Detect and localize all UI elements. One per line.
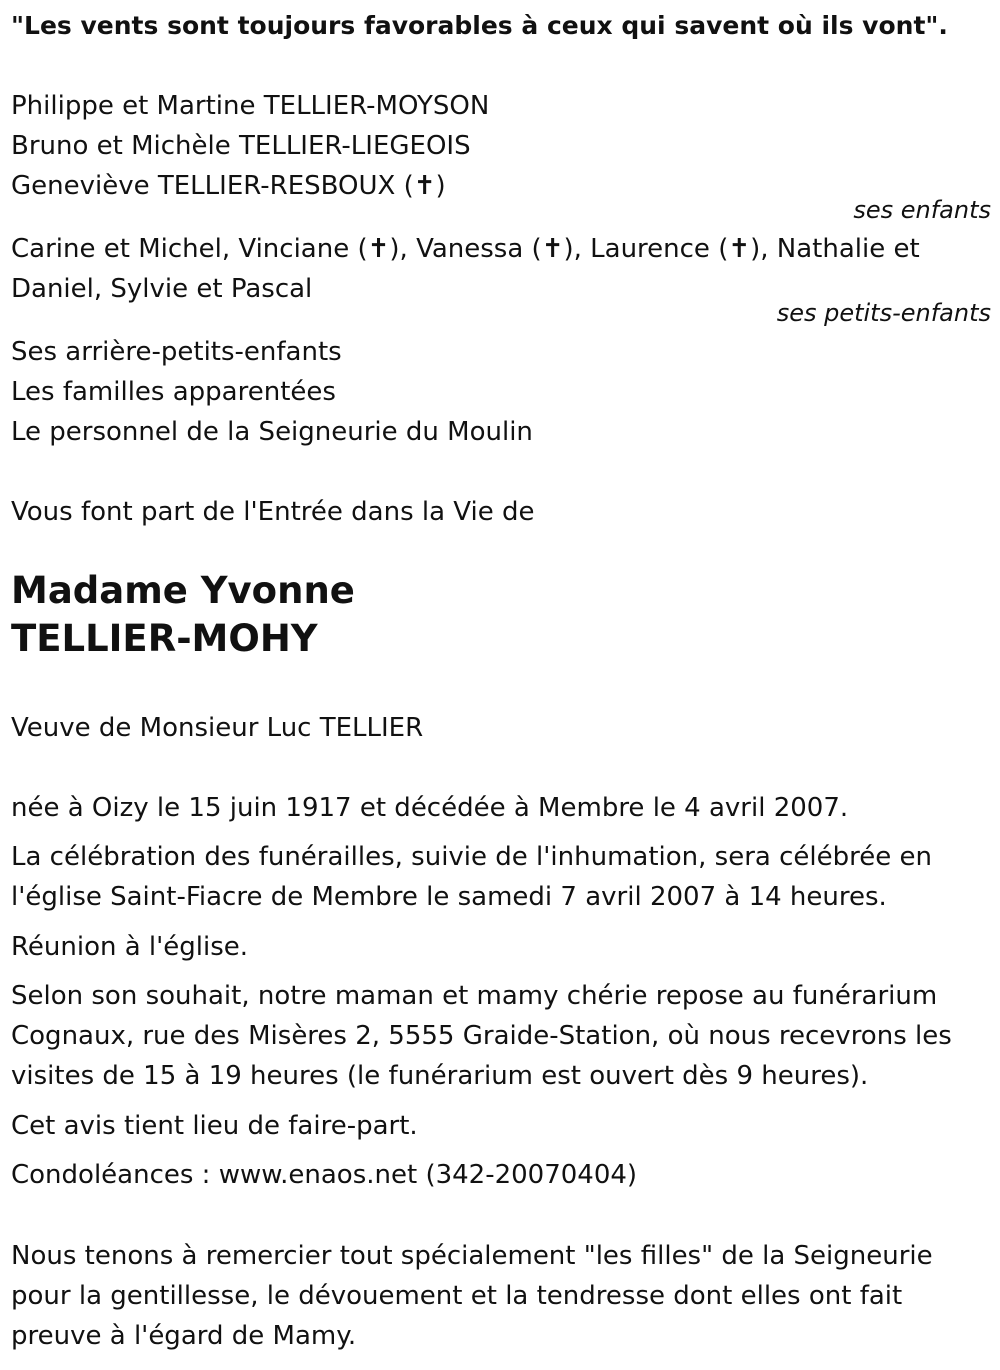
thanks-line: preuve à l'égard de Mamy. [11, 1321, 357, 1351]
children-line: Bruno et Michèle TELLIER-LIEGEOIS [11, 131, 471, 161]
funerarium-line: visites de 15 à 19 heures (le funérarium est ouvert dès 9 heures). [11, 1061, 869, 1091]
children-line: Geneviève TELLIER-RESBOUX (✝) [11, 171, 446, 201]
deceased-name-last: TELLIER-MOHY [11, 617, 318, 660]
condolences-text: Condoléances : www.enaos.net (342-20070404) [11, 1160, 638, 1190]
funerarium-line: Selon son souhait, notre maman et mamy chérie repose au funérarium [11, 981, 938, 1011]
thanks-line: pour la gentillesse, le dévouement et la tendresse dont elles ont fait [11, 1281, 903, 1311]
grandchildren-line: Daniel, Sylvie et Pascal [11, 274, 313, 304]
family-line: Le personnel de la Seigneurie du Moulin [11, 417, 533, 447]
family-line: Les familles apparentées [11, 377, 336, 407]
funeral-line: La célébration des funérailles, suivie de l'inhumation, sera célébrée en [11, 842, 932, 872]
widow-of-text: Veuve de Monsieur Luc TELLIER [11, 713, 424, 743]
children-line: Philippe et Martine TELLIER-MOYSON [11, 91, 490, 121]
grandchildren-line: Carine et Michel, Vinciane (✝), Vanessa (✝), Laurence (✝), Nathalie et [11, 234, 920, 264]
thanks-line: Nous tenons à remercier tout spécialement "les filles" de la Seigneurie [11, 1241, 933, 1271]
funeral-line: l'église Saint-Fiacre de Membre le samedi 7 avril 2007 à 14 heures. [11, 882, 887, 912]
children-label: ses enfants [853, 196, 991, 224]
grandchildren-label: ses petits-enfants [776, 299, 991, 327]
announcement-text: Vous font part de l'Entrée dans la Vie de [11, 497, 535, 527]
birth-death-text: née à Oizy le 15 juin 1917 et décédée à Membre le 4 avril 2007. [11, 793, 849, 823]
notice-text: Cet avis tient lieu de faire-part. [11, 1111, 418, 1141]
family-line: Ses arrière-petits-enfants [11, 337, 342, 367]
meeting-text: Réunion à l'église. [11, 932, 249, 962]
opening-quote: "Les vents sont toujours favorables à ceux qui savent où ils vont". [11, 11, 948, 40]
deceased-name-first: Madame Yvonne [11, 569, 355, 612]
funerarium-line: Cognaux, rue des Misères 2, 5555 Graide-Station, où nous recevrons les [11, 1021, 952, 1051]
